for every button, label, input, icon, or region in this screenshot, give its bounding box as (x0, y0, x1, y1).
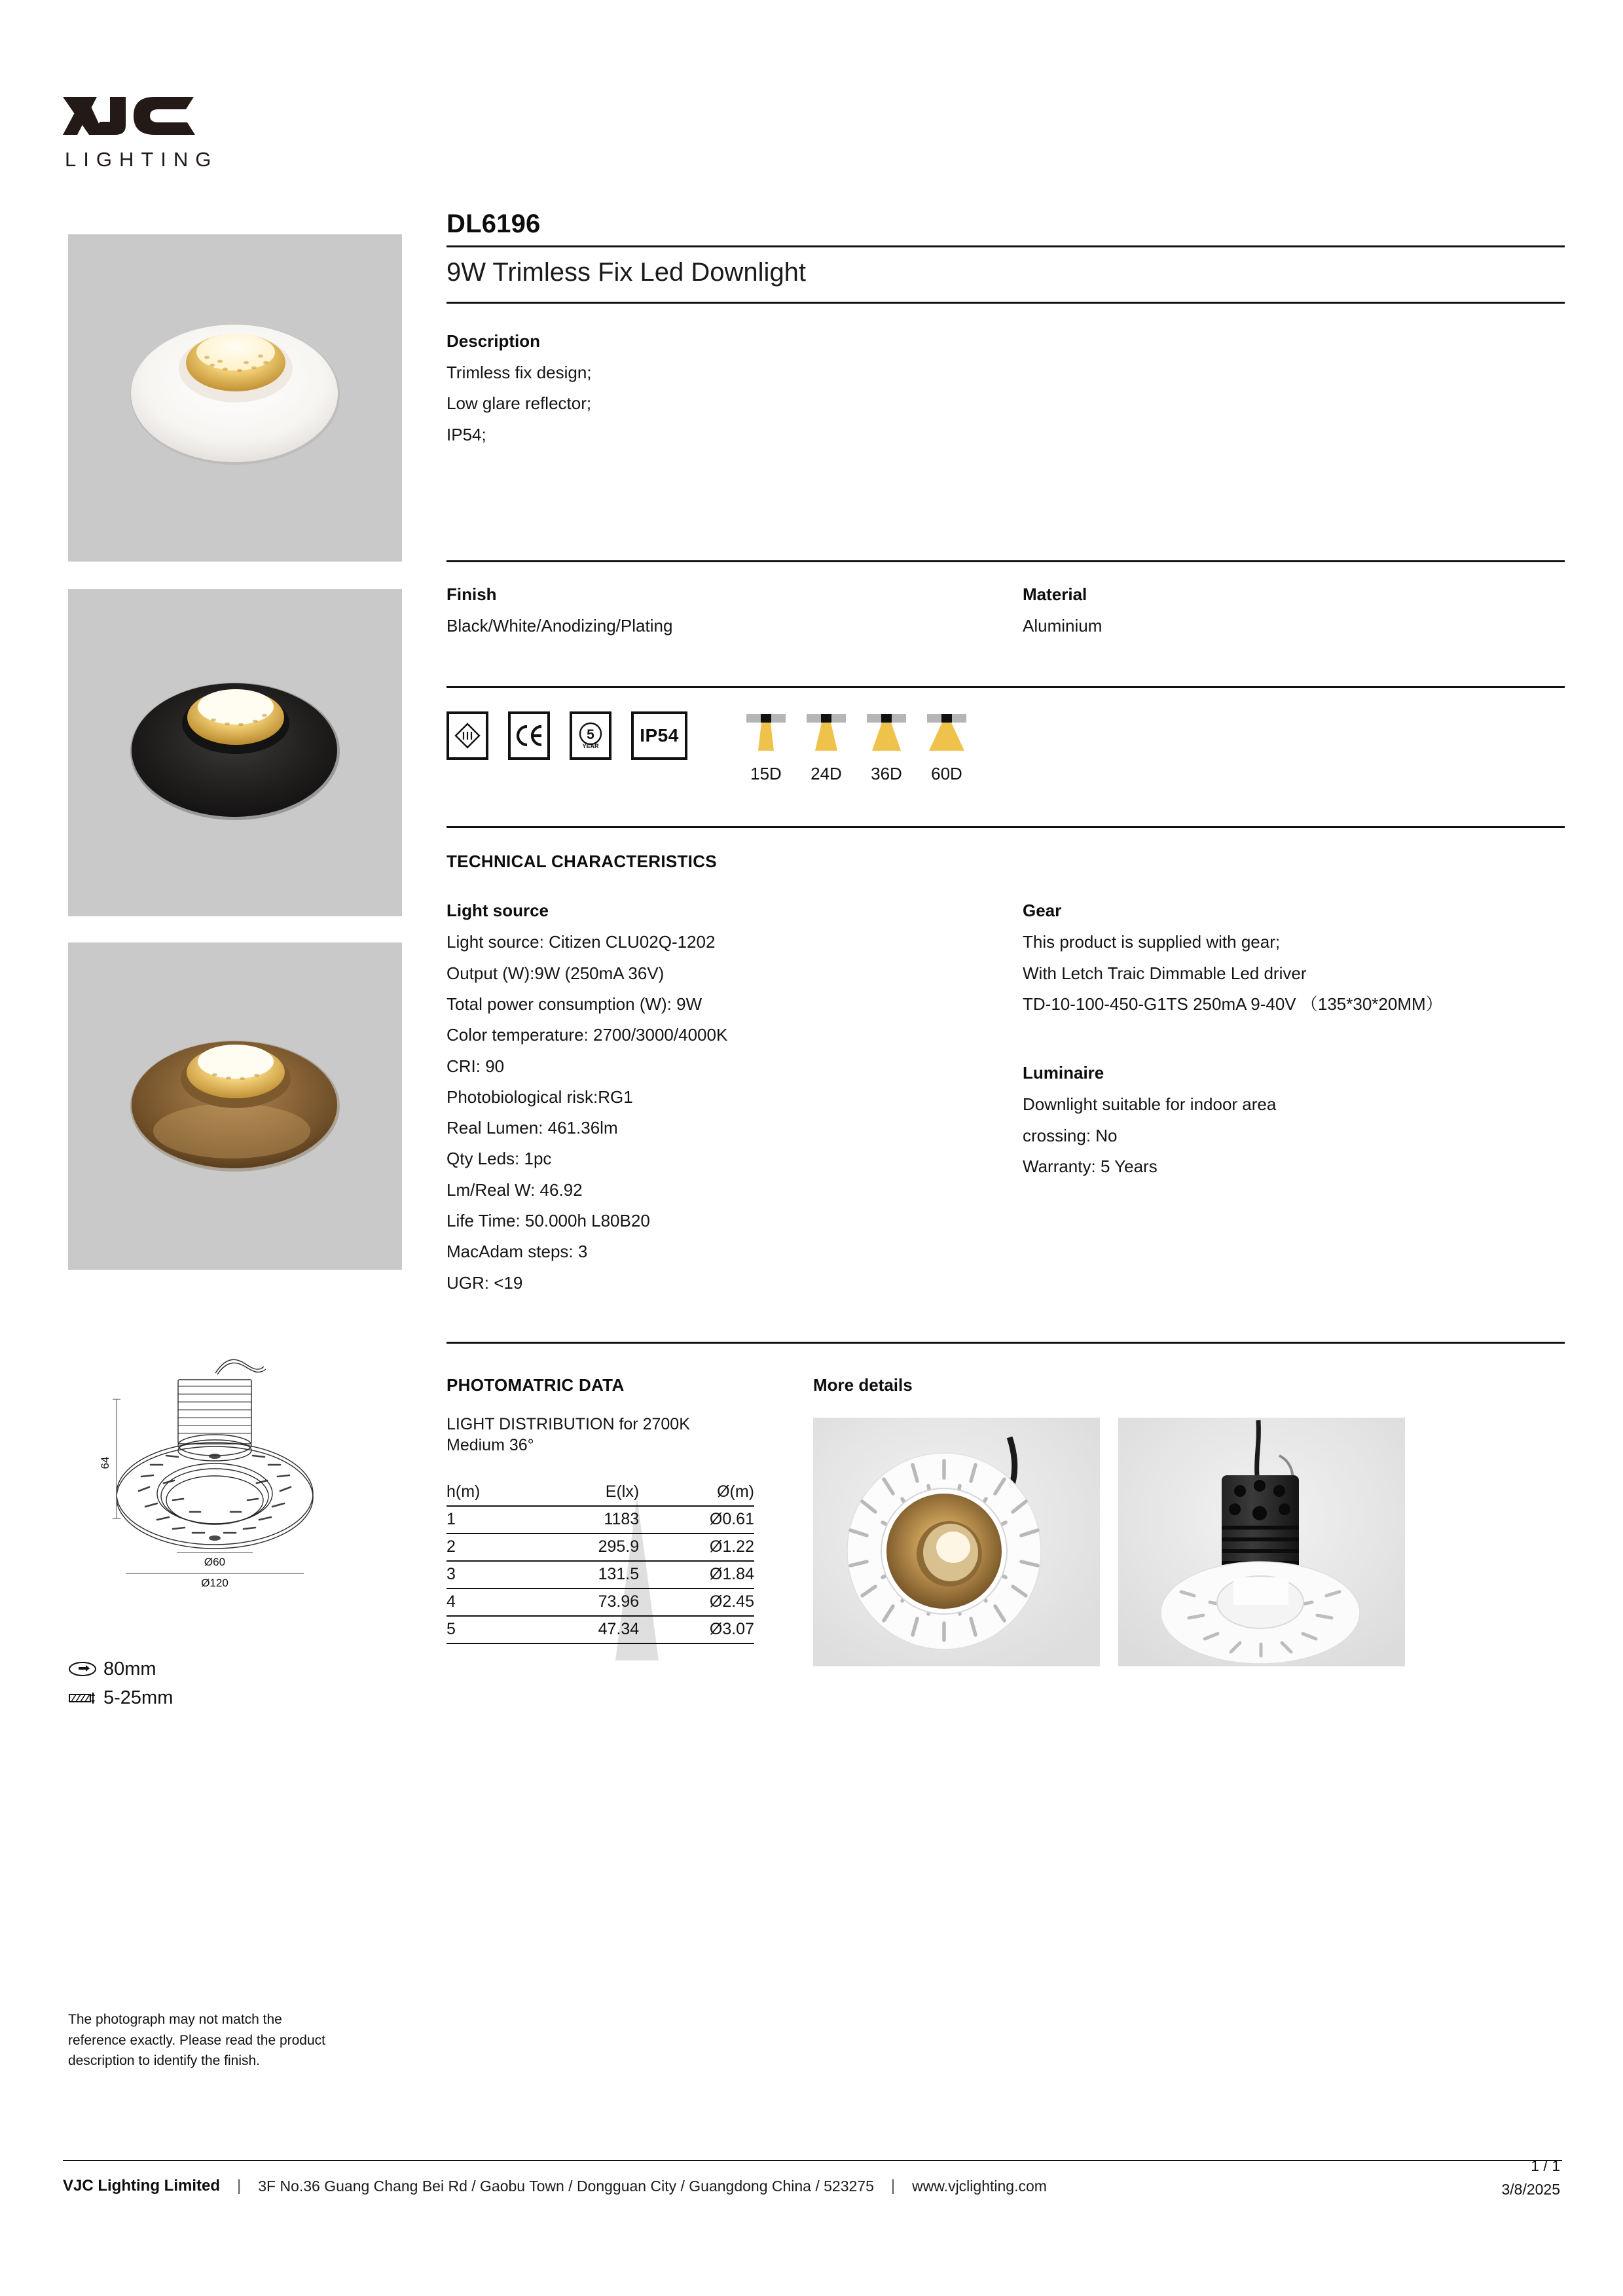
more-details-block (813, 1375, 1565, 1666)
photometric-table (447, 1479, 754, 1644)
cell-e-3: 131.5 (534, 1561, 640, 1588)
brand-wordmark: LIGHTING (65, 148, 219, 171)
beam-cone-15d-icon (739, 711, 793, 761)
technical-columns (447, 901, 1565, 1299)
col-header-h: h(m) (447, 1479, 534, 1506)
photometric-block (447, 1375, 813, 1666)
material-title: Material (1023, 584, 1087, 604)
finish-material-row (447, 584, 1565, 641)
light-source-line-6: Photobiological risk:RG1 (447, 1086, 633, 1107)
photometric-title: PHOTOMATRIC DATA (447, 1375, 625, 1395)
cutout-value: 80mm (103, 1658, 156, 1679)
dim-height: 64 (99, 1456, 111, 1469)
light-source-line-9: Lm/Real W: 46.92 (447, 1179, 583, 1200)
light-source-line-2: Output (W):9W (250mA 36V) (447, 963, 665, 983)
footer-company: VJC Lighting Limited (63, 2177, 220, 2195)
cell-d-1: Ø0.61 (639, 1506, 754, 1534)
badge-class-iii (447, 711, 488, 760)
product-photo-bronze (68, 942, 402, 1270)
light-source-line-1: Light source: Citizen CLU02Q-1202 (447, 932, 716, 952)
luminaire-line-3: Warranty: 5 Years (1023, 1156, 1158, 1176)
photo-disclaimer: The photograph may not match the reference exactly. Please read the product description to identify the finish. (68, 2012, 326, 2068)
cell-d-4: Ø2.45 (639, 1588, 754, 1616)
brand-logo (63, 97, 246, 171)
light-source-line-7: Real Lumen: 461.36lm (447, 1118, 618, 1138)
document-date: 3/8/2025 (1501, 2180, 1560, 2198)
light-source-line-12: UGR: <19 (447, 1272, 523, 1293)
table-row (447, 1561, 754, 1588)
beam-angle-15d (736, 711, 796, 784)
dim-outer-diameter: Ø120 (201, 1577, 228, 1589)
thickness-spec (68, 1683, 343, 1712)
beam-angle-60d (917, 711, 977, 784)
technical-title: TECHNICAL CHARACTERISTICS (447, 852, 717, 872)
col-header-diameter: Ø(m) (639, 1479, 754, 1506)
light-source-line-10: Life Time: 50.000h L80B20 (447, 1211, 650, 1231)
light-source-line-8: Qty Leds: 1pc (447, 1149, 552, 1169)
cutout-spec (68, 1655, 343, 1683)
thickness-value: 5-25mm (103, 1687, 173, 1708)
divider-under-code (447, 245, 1565, 247)
beam-angle-36d-label: 36D (871, 764, 902, 784)
gear-line-2: With Letch Traic Dimmable Led driver (1023, 963, 1307, 983)
ce-mark-icon (514, 723, 544, 749)
light-source-line-11: MacAdam steps: 3 (447, 1242, 588, 1262)
luminaire-title: Luminaire (1023, 1063, 1104, 1083)
badge-ce (508, 711, 550, 760)
cell-e-5: 47.34 (534, 1616, 640, 1643)
detail-photo-front (813, 1418, 1100, 1666)
badge-five-year (570, 711, 611, 760)
detail-photo-side (1118, 1418, 1405, 1666)
finish-block (447, 584, 1023, 641)
luminaire-line-2: crossing: No (1023, 1125, 1118, 1145)
five-year-warranty-icon (575, 720, 606, 751)
gear-title: Gear (1023, 901, 1062, 921)
page-footer (63, 2177, 1562, 2195)
cell-e-1: 1183 (534, 1506, 640, 1534)
page-info (1501, 2155, 1560, 2201)
description-title: Description (447, 331, 541, 351)
table-header-row (447, 1479, 754, 1506)
cell-d-5: Ø3.07 (639, 1616, 754, 1643)
footer-separator-1: | (237, 2177, 242, 2195)
cell-h-5: 5 (447, 1616, 534, 1643)
material-block (1023, 584, 1565, 641)
svg-text:5: 5 (587, 727, 594, 743)
light-source-line-3: Total power consumption (W): 9W (447, 994, 702, 1014)
gear-line-1: This product is supplied with gear; (1023, 932, 1281, 952)
beam-angle-24d (796, 711, 856, 784)
light-source-block (447, 901, 1023, 1299)
finish-title: Finish (447, 584, 497, 604)
beam-angle-15d-label: 15D (750, 764, 782, 784)
cell-d-3: Ø1.84 (639, 1561, 754, 1588)
footer-website[interactable]: www.vjclighting.com (912, 2177, 1047, 2195)
badge-ip-rating (631, 711, 687, 760)
class-iii-icon (453, 721, 482, 750)
material-value: Aluminium (1023, 615, 1103, 636)
distribution-line-1: LIGHT DISTRIBUTION for 2700K (447, 1415, 690, 1433)
product-photo-black (68, 589, 402, 916)
photometric-section (447, 1375, 1565, 1666)
cell-e-2: 295.9 (534, 1534, 640, 1561)
page-number: 1 / 1 (1531, 2157, 1560, 2174)
luminaire-line-1: Downlight suitable for indoor area (1023, 1094, 1277, 1115)
beam-angle-24d-label: 24D (811, 764, 842, 784)
light-source-title: Light source (447, 901, 549, 921)
description-line-2: Low glare reflector; (447, 393, 592, 414)
product-name: 9W Trimless Fix Led Downlight (447, 258, 807, 287)
footer-separator-2: | (890, 2177, 896, 2195)
more-details-title: More details (813, 1375, 913, 1395)
gear-luminaire-block (1023, 901, 1565, 1299)
table-row (447, 1588, 754, 1616)
cell-h-1: 1 (447, 1506, 534, 1534)
ip-rating-label: IP54 (640, 725, 679, 746)
beam-angles-row (736, 711, 977, 784)
footer-divider (63, 2160, 1562, 2161)
cell-h-4: 4 (447, 1588, 534, 1616)
technical-drawing (68, 1322, 402, 1597)
certifications-row (447, 711, 1565, 784)
beam-cone-24d-icon (799, 711, 853, 761)
cutout-hole-icon (68, 1660, 103, 1677)
cell-h-2: 2 (447, 1534, 534, 1561)
footer-address: 3F No.36 Guang Chang Bei Rd / Gaobu Town / Dongguan City / Guangdong China / 523275 (258, 2177, 874, 2195)
main-content (447, 0, 1565, 1666)
table-row (447, 1534, 754, 1561)
ceiling-thickness-icon (68, 1689, 103, 1706)
dim-inner-diameter: Ø60 (204, 1556, 226, 1568)
description-line-1: Trimless fix design; (447, 363, 592, 382)
beam-angle-36d (856, 711, 917, 784)
installation-specs (68, 1655, 343, 1712)
product-photo-white (68, 234, 402, 562)
table-row (447, 1616, 754, 1643)
col-header-e: E(lx) (534, 1479, 640, 1506)
table-row (447, 1506, 754, 1534)
svg-text:YEAR: YEAR (582, 743, 599, 750)
product-code: DL6196 (447, 209, 541, 238)
beam-cone-36d-icon (860, 711, 913, 761)
gear-line-3: TD-10-100-450-G1TS 250mA 9-40V （135*30*20MM） (1023, 994, 1443, 1014)
cell-h-3: 3 (447, 1561, 534, 1588)
beam-cone-60d-icon (920, 711, 974, 761)
vjc-logo-icon (63, 97, 215, 144)
beam-angle-60d-label: 60D (931, 764, 962, 784)
distribution-line-2: Medium 36° (447, 1436, 534, 1454)
cell-e-4: 73.96 (534, 1588, 640, 1616)
light-source-line-4: Color temperature: 2700/3000/4000K (447, 1025, 728, 1045)
finish-value: Black/White/Anodizing/Plating (447, 615, 673, 636)
light-source-line-5: CRI: 90 (447, 1056, 505, 1076)
cell-d-2: Ø1.22 (639, 1534, 754, 1561)
description-line-3: IP54; (447, 424, 486, 444)
